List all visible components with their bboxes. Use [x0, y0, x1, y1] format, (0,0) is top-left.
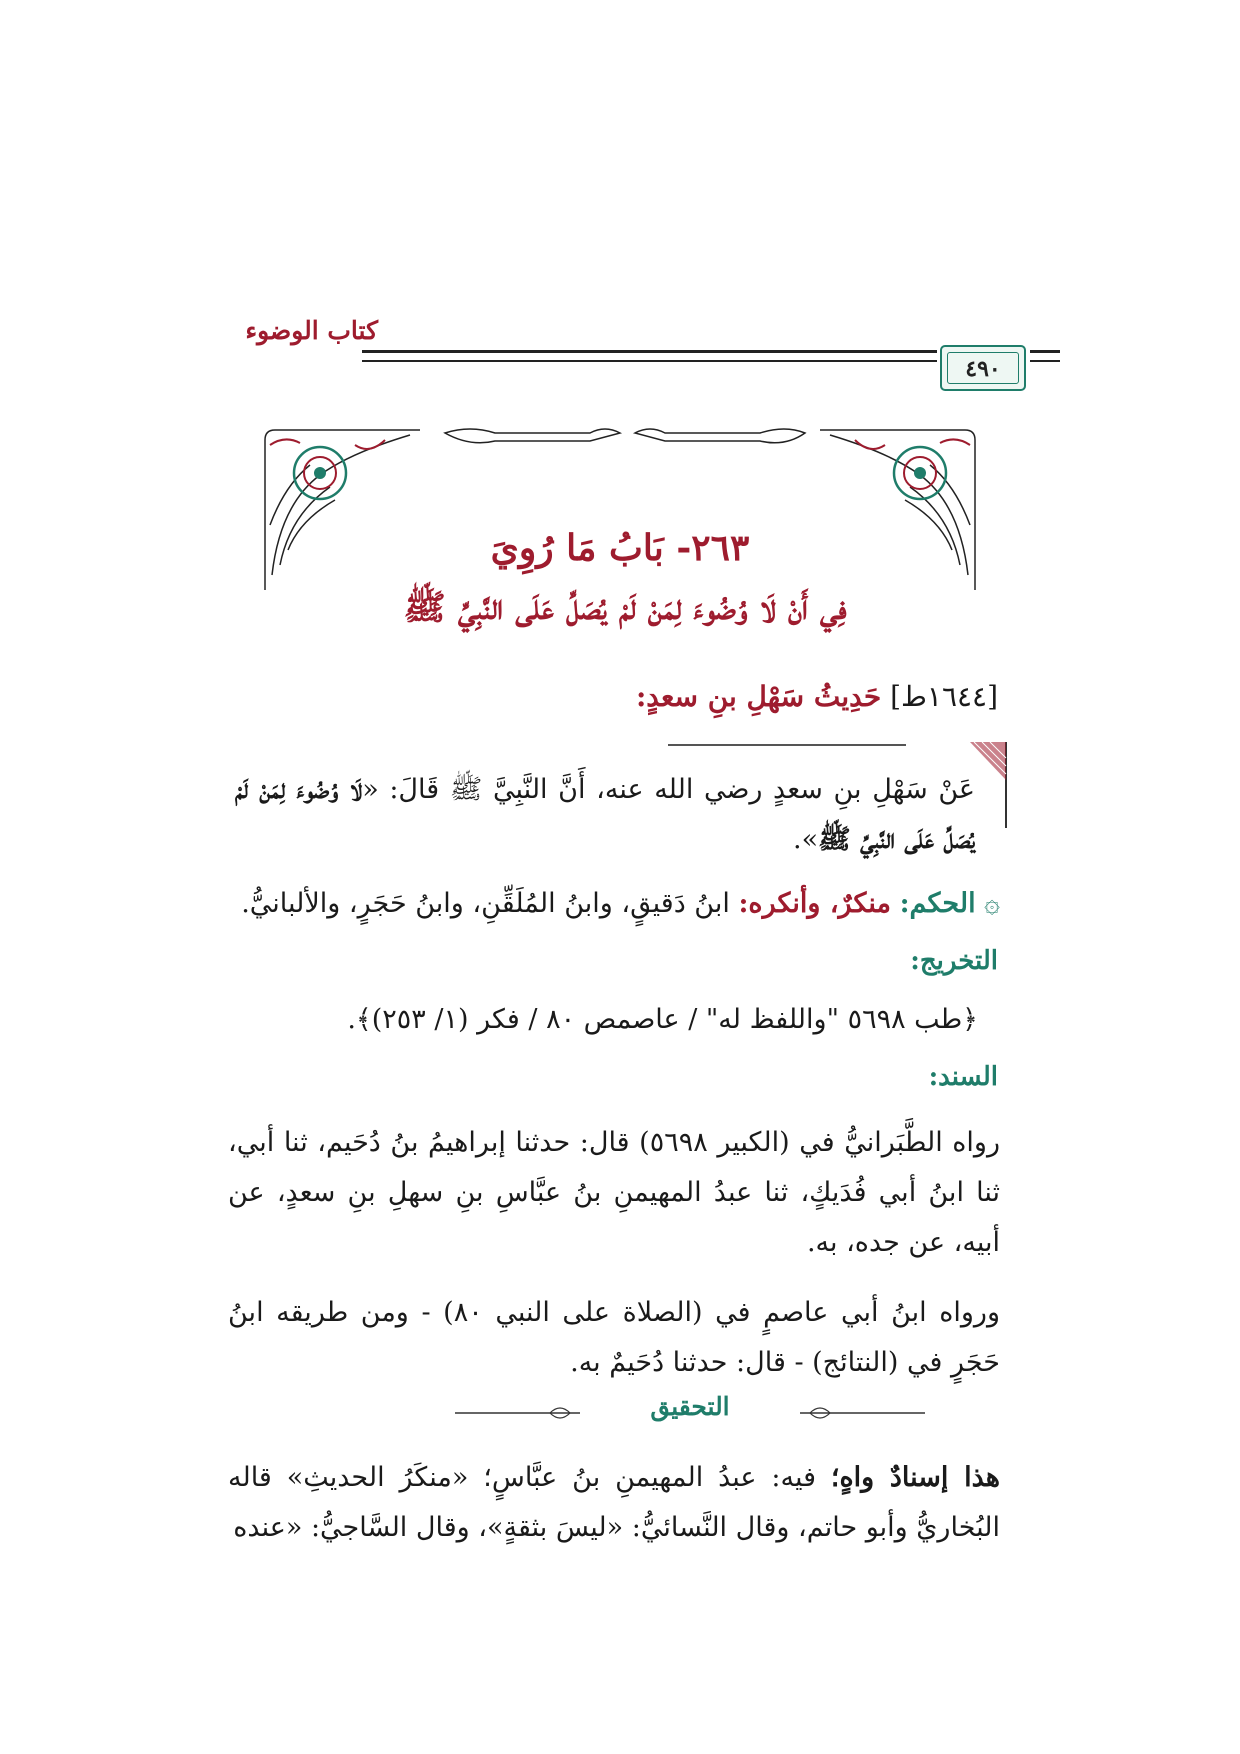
- tahqiq-label: التحقيق: [580, 1392, 800, 1421]
- ruling-label: الحكم:: [899, 888, 976, 919]
- header-rule-right-bottom: [1030, 360, 1060, 362]
- header-rule-right-top: [1030, 350, 1060, 353]
- top-cartouche-left: [445, 429, 620, 443]
- header-rule-top: [362, 350, 937, 353]
- sanad-paragraph-1: رواه الطَّبَرانيُّ في (الكبير ٥٦٩٨) قال: حدثنا إبراهيمُ بنُ دُحَيم، ثنا أبي، ثنا ابنُ أبي فُدَيكٍ، ثنا عبدُ المهيمنِ بنُ عبَّاسِ بنِ سهلِ بنِ سعدٍ، عن أبيه، عن جده، به.: [228, 1127, 1001, 1258]
- chapter-subtitle: فِي أَنْ لَا وُضُوءَ لِمَنْ لَمْ يُصَلِّ عَلَى النَّبِيِّ ﷺ: [403, 587, 847, 628]
- hadith-end: ».: [793, 824, 819, 855]
- chapter-title: ٢٦٣- بَابُ مَا رُوِيَ: [490, 527, 750, 569]
- rosette-bullet-icon: ۞: [975, 888, 1000, 919]
- hadith-heading: [238, 680, 998, 713]
- ruling-text: ابنُ دَقيقٍ، وابنُ المُلَقِّنِ، وابنُ حَجَرٍ، والألبانيُّ.: [241, 888, 730, 919]
- hadith-text: [235, 765, 975, 865]
- hadith-quote: لَا وُضُوءَ لِمَنْ لَمْ يُصَلِّ عَلَى النَّبِيِّ ﷺ: [235, 774, 975, 855]
- hadith-number: [١٦٤٤ط]: [890, 680, 998, 713]
- top-cartouche-right: [635, 429, 805, 443]
- ruling-verdict: منكرٌ، وأنكره:: [738, 888, 891, 919]
- hadith-name: حَدِيثُ سَهْلِ بنِ سعدٍ:: [635, 680, 882, 713]
- tahqiq-paragraph: [228, 1453, 1000, 1553]
- heading-separator: [668, 744, 906, 746]
- takhrij-text: ﴿طب ٥٦٩٨ "واللفظ له" / عاصمص ٨٠ / فكر (١/ ٢٥٣)﴾.: [347, 1004, 978, 1035]
- page-number: ٤٩٠: [947, 352, 1019, 384]
- ruling-line: [225, 888, 1000, 919]
- page-number-badge: [940, 345, 1026, 391]
- takhrij-label: التخريج:: [910, 946, 998, 976]
- hadith-intro: عَنْ سَهْلِ بنِ سعدٍ رضي الله عنه، أَنَّ النَّبِيَّ ﷺ قَالَ: «: [362, 774, 975, 805]
- tahqiq-lead: هذا إسنادٌ واهٍ؛: [830, 1462, 1000, 1493]
- book-title: كتاب الوضوء: [245, 316, 378, 345]
- header-rule-bottom: [362, 360, 937, 362]
- sanad-paragraph-2: ورواه ابنُ أبي عاصمٍ في (الصلاة على النبي ٨٠) - ومن طريقه ابنُ حَجَرٍ في (النتائج) - قال: حدثنا دُحَيمٌ به.: [228, 1297, 1000, 1378]
- tahqiq-text: فيه: عبدُ المهيمنِ بنُ عبَّاسٍ؛ «منكَرُ الحديثِ» قاله البُخاريُّ وأبو حاتم، وقال النَّسائيُّ: «ليسَ بثقةٍ»، وقال السَّاجيُّ: «عنده: [228, 1462, 1000, 1543]
- sanad-label: السند:: [928, 1062, 998, 1092]
